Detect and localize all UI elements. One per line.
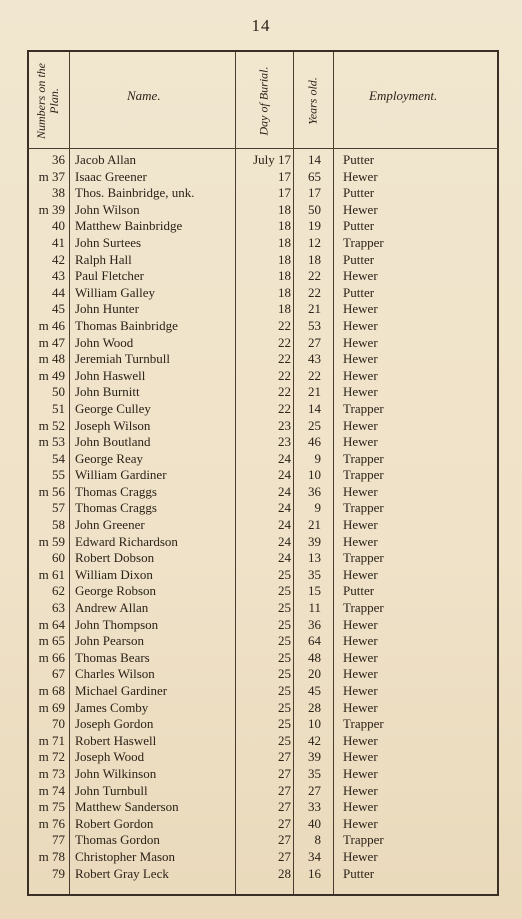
- cell-employment: Putter: [343, 218, 375, 234]
- cell-name: Thomas Bears: [75, 649, 150, 665]
- cell-number: 57: [52, 500, 65, 516]
- cell-employment: Hewer: [343, 683, 378, 698]
- table-row: [27, 799, 499, 816]
- cell-name: Edward Richardson: [75, 533, 178, 549]
- cell-name: George Reay: [75, 450, 143, 466]
- table-row: [27, 451, 499, 468]
- cell-day: 25: [278, 600, 291, 616]
- cell-number: m 48: [38, 351, 65, 367]
- cell-age: 21: [308, 301, 321, 317]
- cell-employment: Hewer: [343, 533, 378, 549]
- cell-age: 18: [308, 251, 321, 267]
- cell-day: 18: [278, 201, 291, 217]
- table-row: [27, 550, 499, 567]
- header-day: Day of Burial.: [256, 66, 271, 136]
- table-row: [27, 650, 499, 667]
- cell-name: John Wilkinson: [75, 765, 157, 781]
- cell-age: 8: [314, 832, 321, 848]
- cell-number: m 47: [38, 334, 65, 350]
- cell-employment: Hewer: [343, 633, 378, 649]
- cell-employment: Putter: [343, 583, 375, 599]
- cell-age: 16: [308, 865, 321, 881]
- cell-number: m 73: [38, 765, 65, 781]
- cell-day: 23: [278, 417, 291, 433]
- cell-day: 27: [278, 848, 291, 864]
- cell-number: 67: [52, 666, 65, 682]
- cell-age: 20: [308, 666, 321, 682]
- cell-name: Joseph Gordon: [75, 716, 154, 732]
- table-row: [27, 749, 499, 766]
- table-row: [27, 716, 499, 733]
- cell-age: 28: [308, 699, 321, 715]
- table-row: [27, 567, 499, 584]
- table-row: [27, 849, 499, 866]
- cell-age: 21: [308, 517, 321, 533]
- cell-age: 14: [308, 400, 321, 416]
- table-row: [27, 268, 499, 285]
- cell-name: Matthew Sanderson: [75, 799, 179, 815]
- cell-number: m 61: [38, 566, 65, 582]
- table-row: [27, 335, 499, 352]
- cell-name: Thos. Bainbridge, unk.: [75, 185, 195, 201]
- header-age-cell: [293, 54, 333, 148]
- cell-day: 18: [278, 218, 291, 234]
- cell-number: 50: [52, 384, 65, 400]
- cell-name: Michael Gardiner: [75, 683, 168, 698]
- cell-name: Robert Dobson: [75, 550, 155, 566]
- cell-age: 22: [308, 284, 321, 300]
- cell-name: John Wood: [75, 334, 134, 350]
- cell-number: m 46: [38, 317, 65, 333]
- header-employment: Employment.: [369, 88, 438, 103]
- cell-employment: Trapper: [343, 450, 384, 466]
- cell-day: 22: [278, 334, 291, 350]
- cell-day: 18: [278, 251, 291, 267]
- cell-day: 25: [278, 633, 291, 649]
- cell-day: 25: [278, 566, 291, 582]
- cell-number: m 64: [38, 616, 65, 632]
- cell-name: George Culley: [75, 400, 151, 416]
- cell-employment: Hewer: [343, 317, 378, 333]
- cell-employment: Hewer: [343, 434, 378, 450]
- cell-age: 43: [308, 351, 321, 367]
- table-row: [27, 152, 499, 169]
- cell-day: 22: [278, 384, 291, 400]
- cell-name: Robert Gordon: [75, 815, 154, 831]
- table-row: [27, 467, 499, 484]
- table-row: [27, 252, 499, 269]
- cell-name: John Turnbull: [75, 782, 148, 798]
- cell-age: 45: [308, 683, 321, 698]
- cell-day: 25: [278, 616, 291, 632]
- cell-age: 35: [308, 566, 321, 582]
- cell-number: m 53: [38, 434, 65, 450]
- cell-number: m 78: [38, 848, 65, 864]
- cell-employment: Hewer: [343, 483, 378, 499]
- cell-employment: Hewer: [343, 666, 378, 682]
- table-row: [27, 700, 499, 717]
- cell-number: m 71: [38, 732, 65, 748]
- cell-day: 27: [278, 815, 291, 831]
- cell-name: Robert Gray Leck: [75, 865, 169, 881]
- cell-age: 33: [308, 799, 321, 815]
- table-row: [27, 500, 499, 517]
- cell-name: Matthew Bainbridge: [75, 218, 183, 234]
- cell-number: 58: [52, 517, 65, 533]
- cell-day: 23: [278, 434, 291, 450]
- cell-age: 13: [308, 550, 321, 566]
- cell-employment: Hewer: [343, 417, 378, 433]
- cell-day: 27: [278, 799, 291, 815]
- table-row: [27, 301, 499, 318]
- cell-name: John Greener: [75, 517, 145, 533]
- cell-employment: Hewer: [343, 732, 378, 748]
- cell-day: 17: [278, 185, 291, 201]
- cell-name: John Pearson: [75, 633, 144, 649]
- cell-number: 55: [52, 467, 65, 483]
- cell-number: 63: [52, 600, 65, 616]
- cell-day: 25: [278, 683, 291, 698]
- cell-age: 27: [308, 782, 321, 798]
- cell-name: Jacob Allan: [75, 152, 137, 167]
- table-row: [27, 816, 499, 833]
- cell-number: 62: [52, 583, 65, 599]
- cell-age: 9: [314, 450, 321, 466]
- cell-number: m 75: [38, 799, 65, 815]
- cell-number: 36: [52, 152, 65, 167]
- cell-number: 38: [52, 185, 65, 201]
- table-row: [27, 434, 499, 451]
- cell-name: John Surtees: [75, 234, 142, 250]
- cell-employment: Putter: [343, 865, 375, 881]
- cell-employment: Hewer: [343, 815, 378, 831]
- cell-number: m 59: [38, 533, 65, 549]
- cell-age: 19: [308, 218, 321, 234]
- table-row: [27, 351, 499, 368]
- cell-name: Ralph Hall: [75, 251, 132, 267]
- cell-day: 28: [278, 865, 291, 881]
- cell-employment: Hewer: [343, 367, 378, 383]
- table-row: [27, 384, 499, 401]
- cell-number: 60: [52, 550, 65, 566]
- cell-number: 79: [52, 865, 65, 881]
- table-row: [27, 832, 499, 849]
- cell-age: 46: [308, 434, 321, 450]
- cell-age: 36: [308, 483, 321, 499]
- table-row: [27, 401, 499, 418]
- header-name: Name.: [127, 88, 161, 103]
- cell-day: 18: [278, 284, 291, 300]
- table-row: [27, 866, 499, 883]
- cell-name: Joseph Wilson: [75, 417, 151, 433]
- cell-employment: Hewer: [343, 201, 378, 217]
- table-row: [27, 235, 499, 252]
- cell-day: 25: [278, 666, 291, 682]
- cell-day: 27: [278, 832, 291, 848]
- cell-employment: Hewer: [343, 765, 378, 781]
- cell-employment: Hewer: [343, 699, 378, 715]
- cell-number: m 66: [38, 649, 65, 665]
- cell-number: m 39: [38, 201, 65, 217]
- cell-number: m 37: [38, 168, 65, 184]
- cell-age: 22: [308, 268, 321, 284]
- cell-age: 10: [308, 467, 321, 483]
- cell-number: 54: [52, 450, 65, 466]
- table-row: [27, 169, 499, 186]
- table-row: [27, 418, 499, 435]
- table-row: [27, 583, 499, 600]
- table-row: [27, 766, 499, 783]
- cell-employment: Trapper: [343, 716, 384, 732]
- table-row: [27, 733, 499, 750]
- cell-name: James Comby: [75, 699, 149, 715]
- cell-day: 24: [278, 500, 291, 516]
- cell-name: John Wilson: [75, 201, 140, 217]
- cell-name: George Robson: [75, 583, 157, 599]
- cell-number: m 56: [38, 483, 65, 499]
- cell-name: Thomas Craggs: [75, 483, 157, 499]
- cell-employment: Hewer: [343, 782, 378, 798]
- cell-employment: Hewer: [343, 334, 378, 350]
- header-divider: [27, 148, 499, 149]
- cell-day: 25: [278, 716, 291, 732]
- cell-age: 42: [308, 732, 321, 748]
- table-row: [27, 683, 499, 700]
- cell-day: 24: [278, 467, 291, 483]
- cell-name: Charles Wilson: [75, 666, 155, 682]
- table-row: [27, 218, 499, 235]
- cell-day: 22: [278, 400, 291, 416]
- cell-employment: Trapper: [343, 500, 384, 516]
- cell-age: 10: [308, 716, 321, 732]
- cell-age: 48: [308, 649, 321, 665]
- cell-number: 40: [52, 218, 65, 234]
- cell-employment: Hewer: [343, 301, 378, 317]
- cell-day: 27: [278, 782, 291, 798]
- cell-employment: Hewer: [343, 616, 378, 632]
- cell-age: 39: [308, 749, 321, 765]
- cell-employment: Trapper: [343, 467, 384, 483]
- cell-day: July 17: [253, 152, 291, 167]
- cell-name: John Boutland: [75, 434, 151, 450]
- cell-employment: Hewer: [343, 799, 378, 815]
- cell-name: Andrew Allan: [75, 600, 149, 616]
- cell-age: 12: [308, 234, 321, 250]
- cell-employment: Putter: [343, 284, 375, 300]
- cell-employment: Hewer: [343, 384, 378, 400]
- header-age: Years old.: [305, 77, 320, 125]
- table-row: [27, 633, 499, 650]
- cell-number: m 74: [38, 782, 65, 798]
- cell-employment: Trapper: [343, 832, 384, 848]
- cell-number: 44: [52, 284, 65, 300]
- cell-day: 18: [278, 234, 291, 250]
- cell-employment: Hewer: [343, 268, 378, 284]
- cell-day: 27: [278, 749, 291, 765]
- table-row: [27, 285, 499, 302]
- cell-number: m 52: [38, 417, 65, 433]
- cell-employment: Trapper: [343, 600, 384, 616]
- cell-name: William Dixon: [75, 566, 153, 582]
- cell-age: 39: [308, 533, 321, 549]
- table-row: [27, 617, 499, 634]
- cell-age: 64: [308, 633, 321, 649]
- cell-age: 34: [308, 848, 321, 864]
- cell-number: m 69: [38, 699, 65, 715]
- cell-employment: Putter: [343, 152, 375, 167]
- cell-age: 27: [308, 334, 321, 350]
- cell-name: John Burnitt: [75, 384, 140, 400]
- cell-day: 22: [278, 367, 291, 383]
- cell-day: 25: [278, 583, 291, 599]
- cell-day: 25: [278, 732, 291, 748]
- cell-number: 41: [52, 234, 65, 250]
- cell-name: Joseph Wood: [75, 749, 145, 765]
- cell-name: John Hunter: [75, 301, 139, 317]
- cell-employment: Trapper: [343, 550, 384, 566]
- cell-age: 35: [308, 765, 321, 781]
- cell-number: 45: [52, 301, 65, 317]
- cell-employment: Putter: [343, 185, 375, 201]
- cell-day: 18: [278, 301, 291, 317]
- cell-employment: Hewer: [343, 566, 378, 582]
- table-row: [27, 368, 499, 385]
- table-row: [27, 517, 499, 534]
- cell-age: 11: [308, 600, 321, 616]
- cell-number: 43: [52, 268, 65, 284]
- cell-day: 22: [278, 317, 291, 333]
- cell-employment: Trapper: [343, 400, 384, 416]
- cell-number: 77: [52, 832, 65, 848]
- header-number-cell: [27, 54, 69, 148]
- cell-number: m 65: [38, 633, 65, 649]
- cell-employment: Hewer: [343, 848, 378, 864]
- table-row: [27, 783, 499, 800]
- cell-employment: Hewer: [343, 749, 378, 765]
- table-row: [27, 318, 499, 335]
- cell-day: 24: [278, 550, 291, 566]
- burial-register-table: [27, 50, 499, 896]
- cell-name: Jeremiah Turnbull: [75, 351, 170, 367]
- table-row: [27, 202, 499, 219]
- cell-day: 24: [278, 450, 291, 466]
- header-number: Numbers on the Plan.: [34, 63, 61, 139]
- cell-name: Thomas Gordon: [75, 832, 160, 848]
- cell-employment: Putter: [343, 251, 375, 267]
- cell-employment: Hewer: [343, 649, 378, 665]
- cell-age: 14: [308, 152, 321, 167]
- table-body: [27, 152, 499, 882]
- cell-name: Isaac Greener: [75, 168, 147, 184]
- cell-name: William Gardiner: [75, 467, 167, 483]
- cell-employment: Trapper: [343, 234, 384, 250]
- table-row: [27, 185, 499, 202]
- cell-number: m 76: [38, 815, 65, 831]
- cell-age: 9: [314, 500, 321, 516]
- cell-age: 22: [308, 367, 321, 383]
- cell-age: 53: [308, 317, 321, 333]
- cell-day: 27: [278, 765, 291, 781]
- cell-day: 24: [278, 533, 291, 549]
- cell-number: m 68: [38, 683, 65, 698]
- cell-name: John Thompson: [75, 616, 159, 632]
- cell-name: Paul Fletcher: [75, 268, 144, 284]
- cell-age: 36: [308, 616, 321, 632]
- table-row: [27, 534, 499, 551]
- cell-day: 24: [278, 483, 291, 499]
- cell-age: 15: [308, 583, 321, 599]
- cell-age: 25: [308, 417, 321, 433]
- cell-day: 22: [278, 351, 291, 367]
- cell-employment: Hewer: [343, 517, 378, 533]
- cell-age: 65: [308, 168, 321, 184]
- cell-number: m 49: [38, 367, 65, 383]
- cell-number: 51: [52, 400, 65, 416]
- cell-day: 24: [278, 517, 291, 533]
- cell-day: 25: [278, 649, 291, 665]
- cell-age: 21: [308, 384, 321, 400]
- cell-age: 50: [308, 201, 321, 217]
- cell-name: John Haswell: [75, 367, 146, 383]
- header-day-cell: [235, 54, 293, 148]
- cell-employment: Hewer: [343, 351, 378, 367]
- cell-name: William Galley: [75, 284, 155, 300]
- page-number: 14: [251, 16, 271, 35]
- cell-name: Thomas Bainbridge: [75, 317, 178, 333]
- table-row: [27, 666, 499, 683]
- cell-name: Thomas Craggs: [75, 500, 157, 516]
- cell-age: 40: [308, 815, 321, 831]
- cell-name: Robert Haswell: [75, 732, 157, 748]
- table-row: [27, 484, 499, 501]
- cell-name: Christopher Mason: [75, 848, 176, 864]
- cell-employment: Hewer: [343, 168, 378, 184]
- cell-day: 17: [278, 168, 291, 184]
- cell-day: 25: [278, 699, 291, 715]
- table-row: [27, 600, 499, 617]
- cell-age: 17: [308, 185, 321, 201]
- cell-number: 42: [52, 251, 65, 267]
- cell-number: 70: [52, 716, 65, 732]
- cell-day: 18: [278, 268, 291, 284]
- cell-number: m 72: [38, 749, 65, 765]
